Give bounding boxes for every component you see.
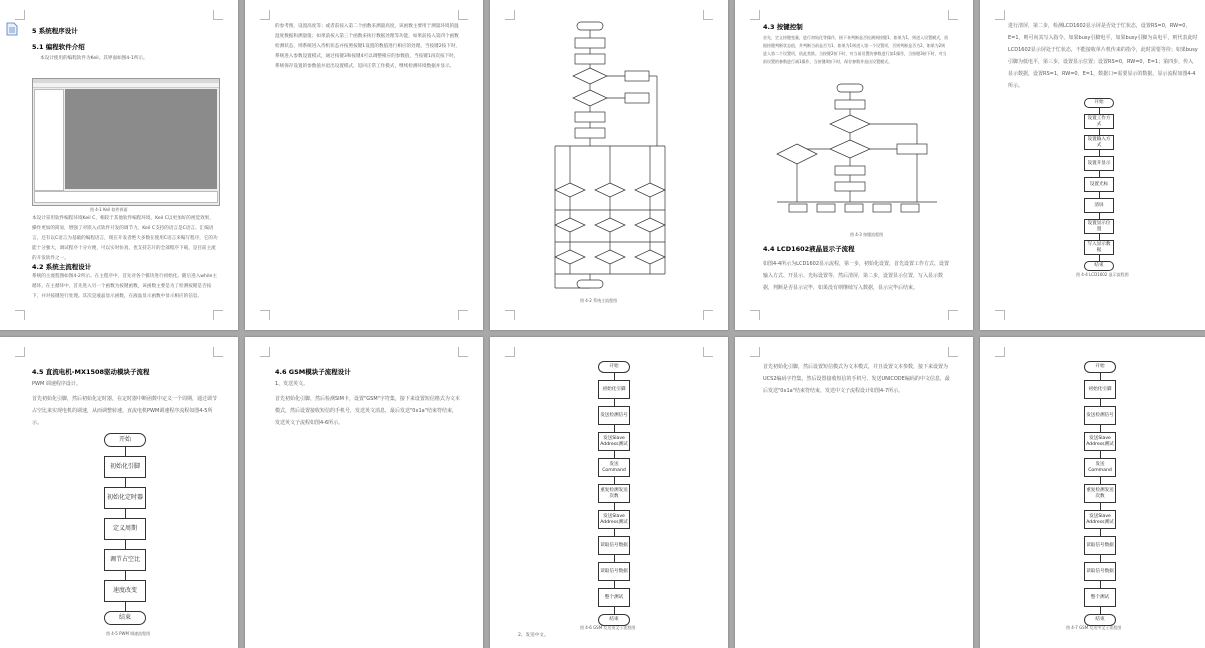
heading-section: 5.1 编程软件介绍: [32, 43, 85, 51]
flow-step: 速度改变: [104, 580, 146, 602]
heading-section-2: 4.4 LCD1602液晶显示子流程: [763, 245, 855, 253]
flow-step: 发送Slave Address测试: [598, 432, 630, 451]
flow-end: 结束: [1084, 261, 1114, 271]
gsm-english-flowchart: [598, 361, 634, 623]
flow-connector: [614, 503, 615, 510]
heading-section: 4.6 GSM模块子流程设计: [275, 368, 351, 376]
flow-connector: [614, 555, 615, 562]
flow-connector: [1100, 425, 1101, 432]
document-page-2: [245, 0, 483, 330]
flow-step: 设置开显示: [1084, 156, 1114, 171]
document-page-8: [490, 337, 728, 648]
paragraph-intro: 本设计使用的编程软件为Keil。其界面如图4-1所示。: [40, 56, 148, 61]
lcd-flowchart: [1084, 98, 1120, 268]
flow-step: 读取信号数据: [1084, 562, 1116, 581]
crop-mark: [948, 10, 958, 20]
flow-step: 读取信号数据: [1084, 536, 1116, 555]
flow-end: 结束: [598, 614, 630, 626]
flow-step: 设置输入方式: [1084, 135, 1114, 150]
paragraph-body: 进行清屏，第二步，检测LCD1602显示屏是否处于忙状态，设置RS=0，RW=0，E=1，则可向其写入指令。如果busy引脚电平，如果busy引脚为高电平，则代表此时LCD1602显示屏处于忙状态，不能接收单片机传来的指令，此时需要等待；如果busy引脚为低电平，第三步，设置显示位置；设置RS=0，RW=0，E=1；第四步，传入显示数据，设置RS=1，RW=0，E=1，数据口=需要显示的数据。显示流程如图4-4所示。: [1008, 23, 1198, 89]
crop-mark: [458, 310, 468, 320]
flow-connector: [125, 478, 126, 487]
flow-step: 调节占空比: [104, 549, 146, 571]
key-flowchart: [767, 82, 947, 222]
crop-mark: [750, 347, 760, 357]
flow-end: 结束: [1084, 614, 1116, 626]
paragraph-body: 首先初始化引脚，然后初始化定时器，在定时器中断函数中定义一个周期，通过调节占空比来实现电机的调速，从而调整转速。直流电机PWM调速程序流程如图4-5所示。: [32, 396, 218, 426]
flow-step: 初始化定时器: [104, 487, 146, 509]
paragraph-note: 2、发送中文。: [518, 633, 549, 638]
flow-connector: [1100, 477, 1101, 484]
crop-mark: [750, 10, 760, 20]
flow-step: 设置光标: [1084, 177, 1114, 192]
flow-connector: [614, 425, 615, 432]
paragraph-sub: 1、发送英文。: [275, 381, 309, 387]
document-page-6: [0, 337, 238, 648]
flow-start: 开始: [104, 433, 146, 447]
flow-step: 设置显示位置: [1084, 219, 1114, 234]
flow-connector: [614, 399, 615, 406]
paragraph-body-2: 系统的主流程图如图4-2所示。在主程序中，首先对各个模块进行初始化。随后进入while主循环。在主循环中，首先进入另一个函数为按键函数，该函数主要是为了检测按键是否按下，并对按键进行处理。其次是液晶显示函数，在液晶显示函数中显示相应的信息。: [32, 274, 217, 299]
crop-mark: [948, 347, 958, 357]
crop-mark: [505, 10, 515, 20]
crop-mark: [260, 310, 270, 320]
flow-step: 重复检测发送次数: [1084, 484, 1116, 503]
flow-connector: [125, 571, 126, 580]
figure-caption: 图 4-7 GSM 发送中文子流程图: [1066, 625, 1122, 630]
flow-connector: [1100, 451, 1101, 458]
flow-connector: [614, 529, 615, 536]
flow-connector: [614, 607, 615, 614]
paragraph-body: 首先初始化引脚，然后检测SIM卡，设置"GSM"字符集，接下来设置短信格式为文本模式，然后设置接收短信的手机号，发送英文消息，最后发送"0x1a"结束符结束，发送英文子流程如图4-6所示。: [275, 396, 460, 426]
crop-mark: [505, 310, 515, 320]
crop-mark: [703, 347, 713, 357]
document-page-1: [0, 0, 238, 330]
crop-mark: [995, 310, 1005, 320]
outline-heading-icon[interactable]: [6, 22, 18, 36]
crop-mark: [948, 310, 958, 320]
flow-connector: [1100, 399, 1101, 406]
flow-step: 发送检测信号: [1084, 406, 1116, 425]
flow-step: 定义周期: [104, 518, 146, 540]
flow-step: 重复检测发送次数: [598, 484, 630, 503]
crop-mark: [260, 10, 270, 20]
flow-step: 发送Slave Address测试: [1084, 510, 1116, 529]
flow-start: 开始: [1084, 98, 1114, 108]
crop-mark: [458, 10, 468, 20]
paragraph-sub: PWM 调速程序设计。: [32, 381, 81, 387]
flow-step: 整个测试: [1084, 588, 1116, 607]
flow-step: 发送Command: [598, 458, 630, 477]
crop-mark: [15, 10, 25, 20]
pwm-flowchart: [104, 433, 150, 629]
figure-caption: 图 4-4 LCD1602 显示流程图: [1076, 272, 1129, 277]
flow-step: 发送检测信号: [598, 406, 630, 425]
flow-end: 结束: [104, 611, 146, 625]
figure-caption: 图 4-6 GSM 发送英文子流程图: [580, 625, 636, 630]
flow-step: 初始化引脚: [598, 380, 630, 399]
figure-caption: 图 4-2 系统主流程图: [580, 298, 618, 303]
flow-connector: [614, 373, 615, 380]
flow-step: 初始化引脚: [104, 456, 146, 478]
crop-mark: [703, 310, 713, 320]
flow-connector: [125, 540, 126, 549]
flow-connector: [1100, 555, 1101, 562]
crop-mark: [260, 347, 270, 357]
paragraph-body: 首先初始化引脚，然后设置短信模式为文本模式，并且设置文本参数，接下来设置为UCS2编码字符集，然后设置接收短信的手机号，发送UNICODE编码的中文信息，最后发送"0x1a"结束符结束，发送中文子流程设计如图4-7所示。: [763, 364, 950, 394]
crop-mark: [750, 310, 760, 320]
paragraph-continued: 的参考图，设置高度等；或者前按入第二个函数来测量高度，该函数主要用于测量环境的温湿度数据和测量值；如果前按入第三个函数来执行数据处理等功能，如果前按入第四个函数检测状态，则系统进入待机状态并按照按键1设置的数值进行相应的处理。当按键2按下时，系统进入参数设置模式，通过按键3和按键4可以调整相应的参数值，当按键1再次按下时，系统保存设置的参数值并退出设置模式，返回正常工作模式，继续检测环境数据并显示。: [275, 24, 461, 69]
figure-caption: 图 4-3 按键流程图: [850, 232, 884, 237]
flow-step: 读取信号数据: [598, 562, 630, 581]
flow-connector: [125, 602, 126, 611]
flow-start: 开始: [598, 361, 630, 373]
flow-connector: [1100, 581, 1101, 588]
crop-mark: [703, 10, 713, 20]
heading-chapter: 5 系统程序设计: [32, 27, 78, 35]
crop-mark: [458, 347, 468, 357]
crop-mark: [995, 347, 1005, 357]
flow-step: 写入显示数据: [1084, 240, 1114, 255]
flow-connector: [1100, 607, 1101, 614]
document-page-7: [245, 337, 483, 648]
flow-connector: [125, 447, 126, 456]
paragraph-body: 首先，定义按键变量，进行初始化等操作，接下来判断是否检测到按键1，如果为1，则进入设置模式，依据按键判断状态值，并判断当前是否为1，如果为1则进入第一个设置项，否则判断是否为2，如果为2则进入第二个设置项，依此类推。当按键2按下时，对当前设置的参数进行加1操作，当按键3按下时，对当前设置的参数进行减1操作，当按键4按下时，保存参数并退出设置模式。: [763, 35, 949, 64]
heading-section: 4.3 按键控制: [763, 23, 803, 31]
figure-caption: 图 4-1 Keil 软件界面: [90, 207, 128, 212]
paragraph-body-2: 如图4-4所示为LCD1602显示流程，第一步，初始化设置，首先设置工作方式、设置输入方式、开显示、光标设置等，然后清屏，第二步，设置显示位置，写入显示数据，判断是否显示完毕，如果没有则继续写入数据，显示完毕后结束。: [763, 261, 950, 291]
crop-mark: [995, 10, 1005, 20]
crop-mark: [15, 347, 25, 357]
flow-connector: [614, 477, 615, 484]
gsm-chinese-flowchart: [1084, 361, 1120, 623]
crop-mark: [213, 347, 223, 357]
flow-step: 设置工作方式: [1084, 114, 1114, 129]
flow-connector: [1100, 373, 1101, 380]
main-flowchart: [545, 18, 675, 293]
flow-start: 开始: [1084, 361, 1116, 373]
flow-step: 整个测试: [598, 588, 630, 607]
flow-connector: [1100, 503, 1101, 510]
crop-mark: [213, 310, 223, 320]
flow-connector: [1100, 529, 1101, 536]
flow-step: 读取信号数据: [598, 536, 630, 555]
heading-section: 4.5 直流电机-MX1508驱动模块子流程: [32, 368, 150, 376]
flow-step: 发送Slave Address测试: [598, 510, 630, 529]
flow-step: 初始化引脚: [1084, 380, 1116, 399]
document-page-5: [980, 0, 1205, 330]
document-page-4: [735, 0, 973, 330]
flow-step: 发送Command: [1084, 458, 1116, 477]
crop-mark: [15, 310, 25, 320]
flow-step: 清屏: [1084, 198, 1114, 213]
flow-connector: [125, 509, 126, 518]
document-page-10: [980, 337, 1205, 648]
heading-section-2: 4.2 系统主流程设计: [32, 263, 92, 271]
flow-connector: [614, 581, 615, 588]
document-page-3: [490, 0, 728, 330]
flow-connector: [614, 451, 615, 458]
keil-screenshot: [32, 78, 220, 206]
paragraph-body: 本设计采用软件编程环境Keil C，相较于其他软件编程环境，Keil C以更加好的视觉效果，操作更加的简易，增强了对嵌入式软件开发的调节力。Keil C支持的语言是C语言、汇编语言，还有以C语言为基础的编程语言，现在开发者绝大多数在使用C语言来编写程序，它的功能十分强大，调试程序十分方便，可以实时仿真，也支持芯片的全部程序下载，是目前主流的开发软件之一。: [32, 216, 218, 261]
figure-caption: 图 4-5 PWM 调速流程图: [106, 631, 151, 636]
flow-step: 发送Slave Address测试: [1084, 432, 1116, 451]
crop-mark: [505, 347, 515, 357]
crop-mark: [213, 10, 223, 20]
document-page-9: [735, 337, 973, 648]
